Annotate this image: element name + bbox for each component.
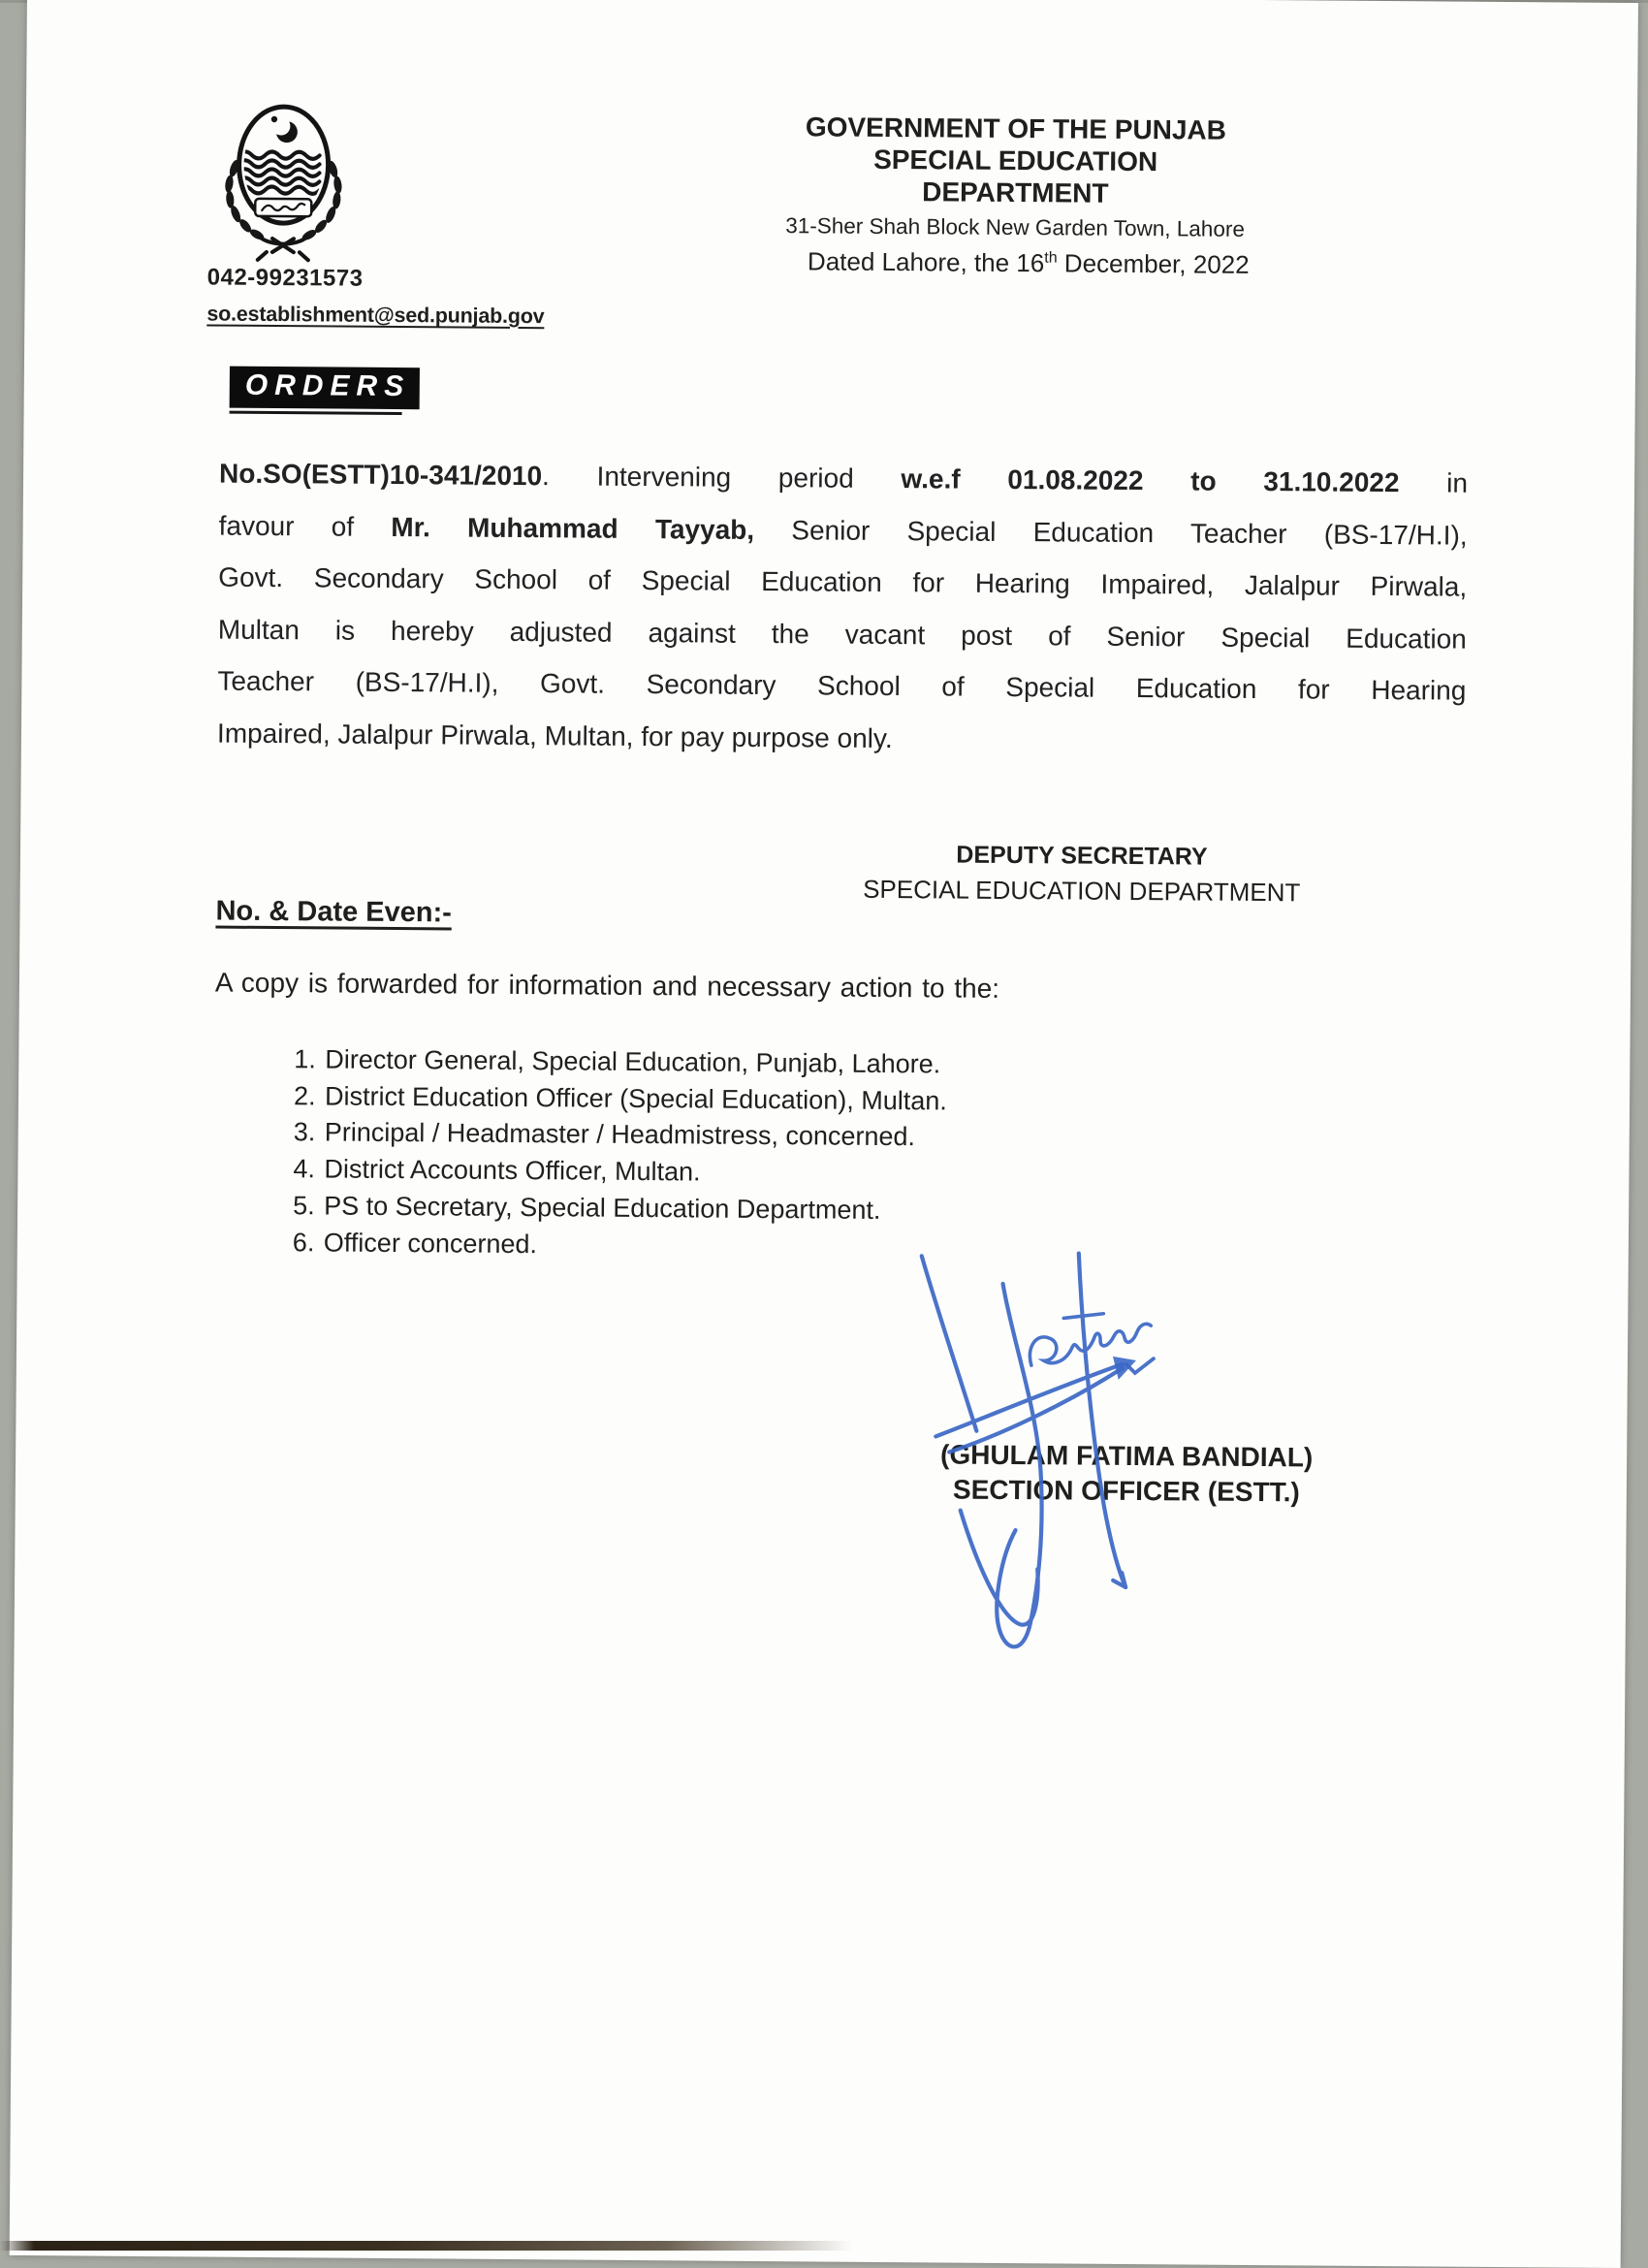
date-text-year: December, 2022 xyxy=(1057,248,1250,279)
effective-period: w.e.f 01.08.2022 to 31.10.2022 xyxy=(901,463,1400,498)
list-item-number: 3. xyxy=(293,1117,316,1147)
signature-ink xyxy=(891,1246,1185,1667)
ribbon-base xyxy=(258,237,308,260)
list-item-text: Director General, Special Education, Punjab, Lahore. xyxy=(325,1044,941,1079)
river-waves xyxy=(238,151,319,194)
letterhead xyxy=(776,111,1254,245)
date-text: Dated Lahore, the 16 xyxy=(807,246,1045,278)
body-text: Govt. Secondary School of Special Education for Hearing Impaired, Jalalpur Pirwala, xyxy=(218,561,1468,602)
list-item-text: Officer concerned. xyxy=(323,1227,538,1259)
body-text: . Intervening period xyxy=(541,461,902,495)
scanner-shadow-strip xyxy=(0,2241,853,2251)
list-item xyxy=(293,1225,946,1266)
orders-heading-underline xyxy=(230,411,402,415)
signatory-title: SECTION OFFICER (ESTT.) xyxy=(952,1474,1300,1507)
body-text: in xyxy=(1399,467,1469,498)
department-address: 31-Sher Shah Block New Garden Town, Lahore xyxy=(785,213,1246,241)
government-name: GOVERNMENT OF THE PUNJAB xyxy=(805,112,1227,145)
issuing-authority xyxy=(825,840,1340,908)
list-item-number: 5. xyxy=(293,1191,315,1221)
department-name: SPECIAL EDUCATION DEPARTMENT xyxy=(873,144,1158,208)
body-text: favour of xyxy=(218,510,392,542)
crescent-icon xyxy=(271,116,298,143)
authority-title: DEPUTY SECRETARY xyxy=(956,841,1208,871)
list-item-text: Principal / Headmaster / Headmistress, concerned. xyxy=(324,1117,916,1152)
list-item-number: 4. xyxy=(293,1154,316,1184)
body-text: Multan is hereby adjusted against the vacant post of Senior Special Education xyxy=(217,614,1467,655)
office-email: so.establishment@sed.punjab.gov xyxy=(206,302,545,329)
order-reference-number: No.SO(ESTT)10-341/2010 xyxy=(218,458,543,492)
list-item-text: PS to Secretary, Special Education Department. xyxy=(324,1191,881,1225)
list-item xyxy=(293,1151,946,1193)
list-item xyxy=(294,1115,947,1157)
list-item xyxy=(294,1078,947,1120)
letter-date xyxy=(776,246,1281,280)
urdu-scroll xyxy=(255,199,311,216)
paragraph-line xyxy=(217,708,1466,770)
date-ordinal-suffix: th xyxy=(1044,249,1058,267)
list-item-number: 6. xyxy=(292,1227,315,1257)
list-item-text: District Accounts Officer, Multan. xyxy=(324,1154,701,1187)
paragraph-line xyxy=(218,552,1467,614)
letter-paper xyxy=(10,0,1638,2268)
list-item xyxy=(293,1188,946,1230)
authority-department: SPECIAL EDUCATION DEPARTMENT xyxy=(863,874,1301,908)
officer-name: Mr. Muhammad Tayyab, xyxy=(391,511,755,545)
list-item-text: District Education Officer (Special Education), Multan. xyxy=(324,1081,947,1116)
order-body-paragraph xyxy=(217,448,1468,770)
forwarding-note: A copy is forwarded for information and necessary action to the: xyxy=(214,967,1000,1004)
signatory-name: (GHULAM FATIMA BANDIAL) xyxy=(939,1439,1314,1473)
distribution-list xyxy=(293,1041,948,1266)
list-item xyxy=(294,1041,947,1083)
body-text: Senior Special Education Teacher (BS-17/H.I), xyxy=(753,514,1468,551)
body-text: Impaired, Jalalpur Pirwala, Multan, for pay purpose only. xyxy=(216,718,893,754)
punjab-government-crest-icon xyxy=(214,99,353,267)
list-item-number: 1. xyxy=(294,1044,317,1074)
endorsement-heading: No. & Date Even:- xyxy=(215,895,452,929)
office-phone-number: 042-99231573 xyxy=(206,264,364,292)
list-item-number: 2. xyxy=(293,1080,316,1111)
orders-heading: ORDERS xyxy=(230,367,421,410)
body-text: Teacher (BS-17/H.I), Govt. Secondary School of Special Education for Hearing xyxy=(217,665,1467,707)
paragraph-line xyxy=(219,448,1468,510)
